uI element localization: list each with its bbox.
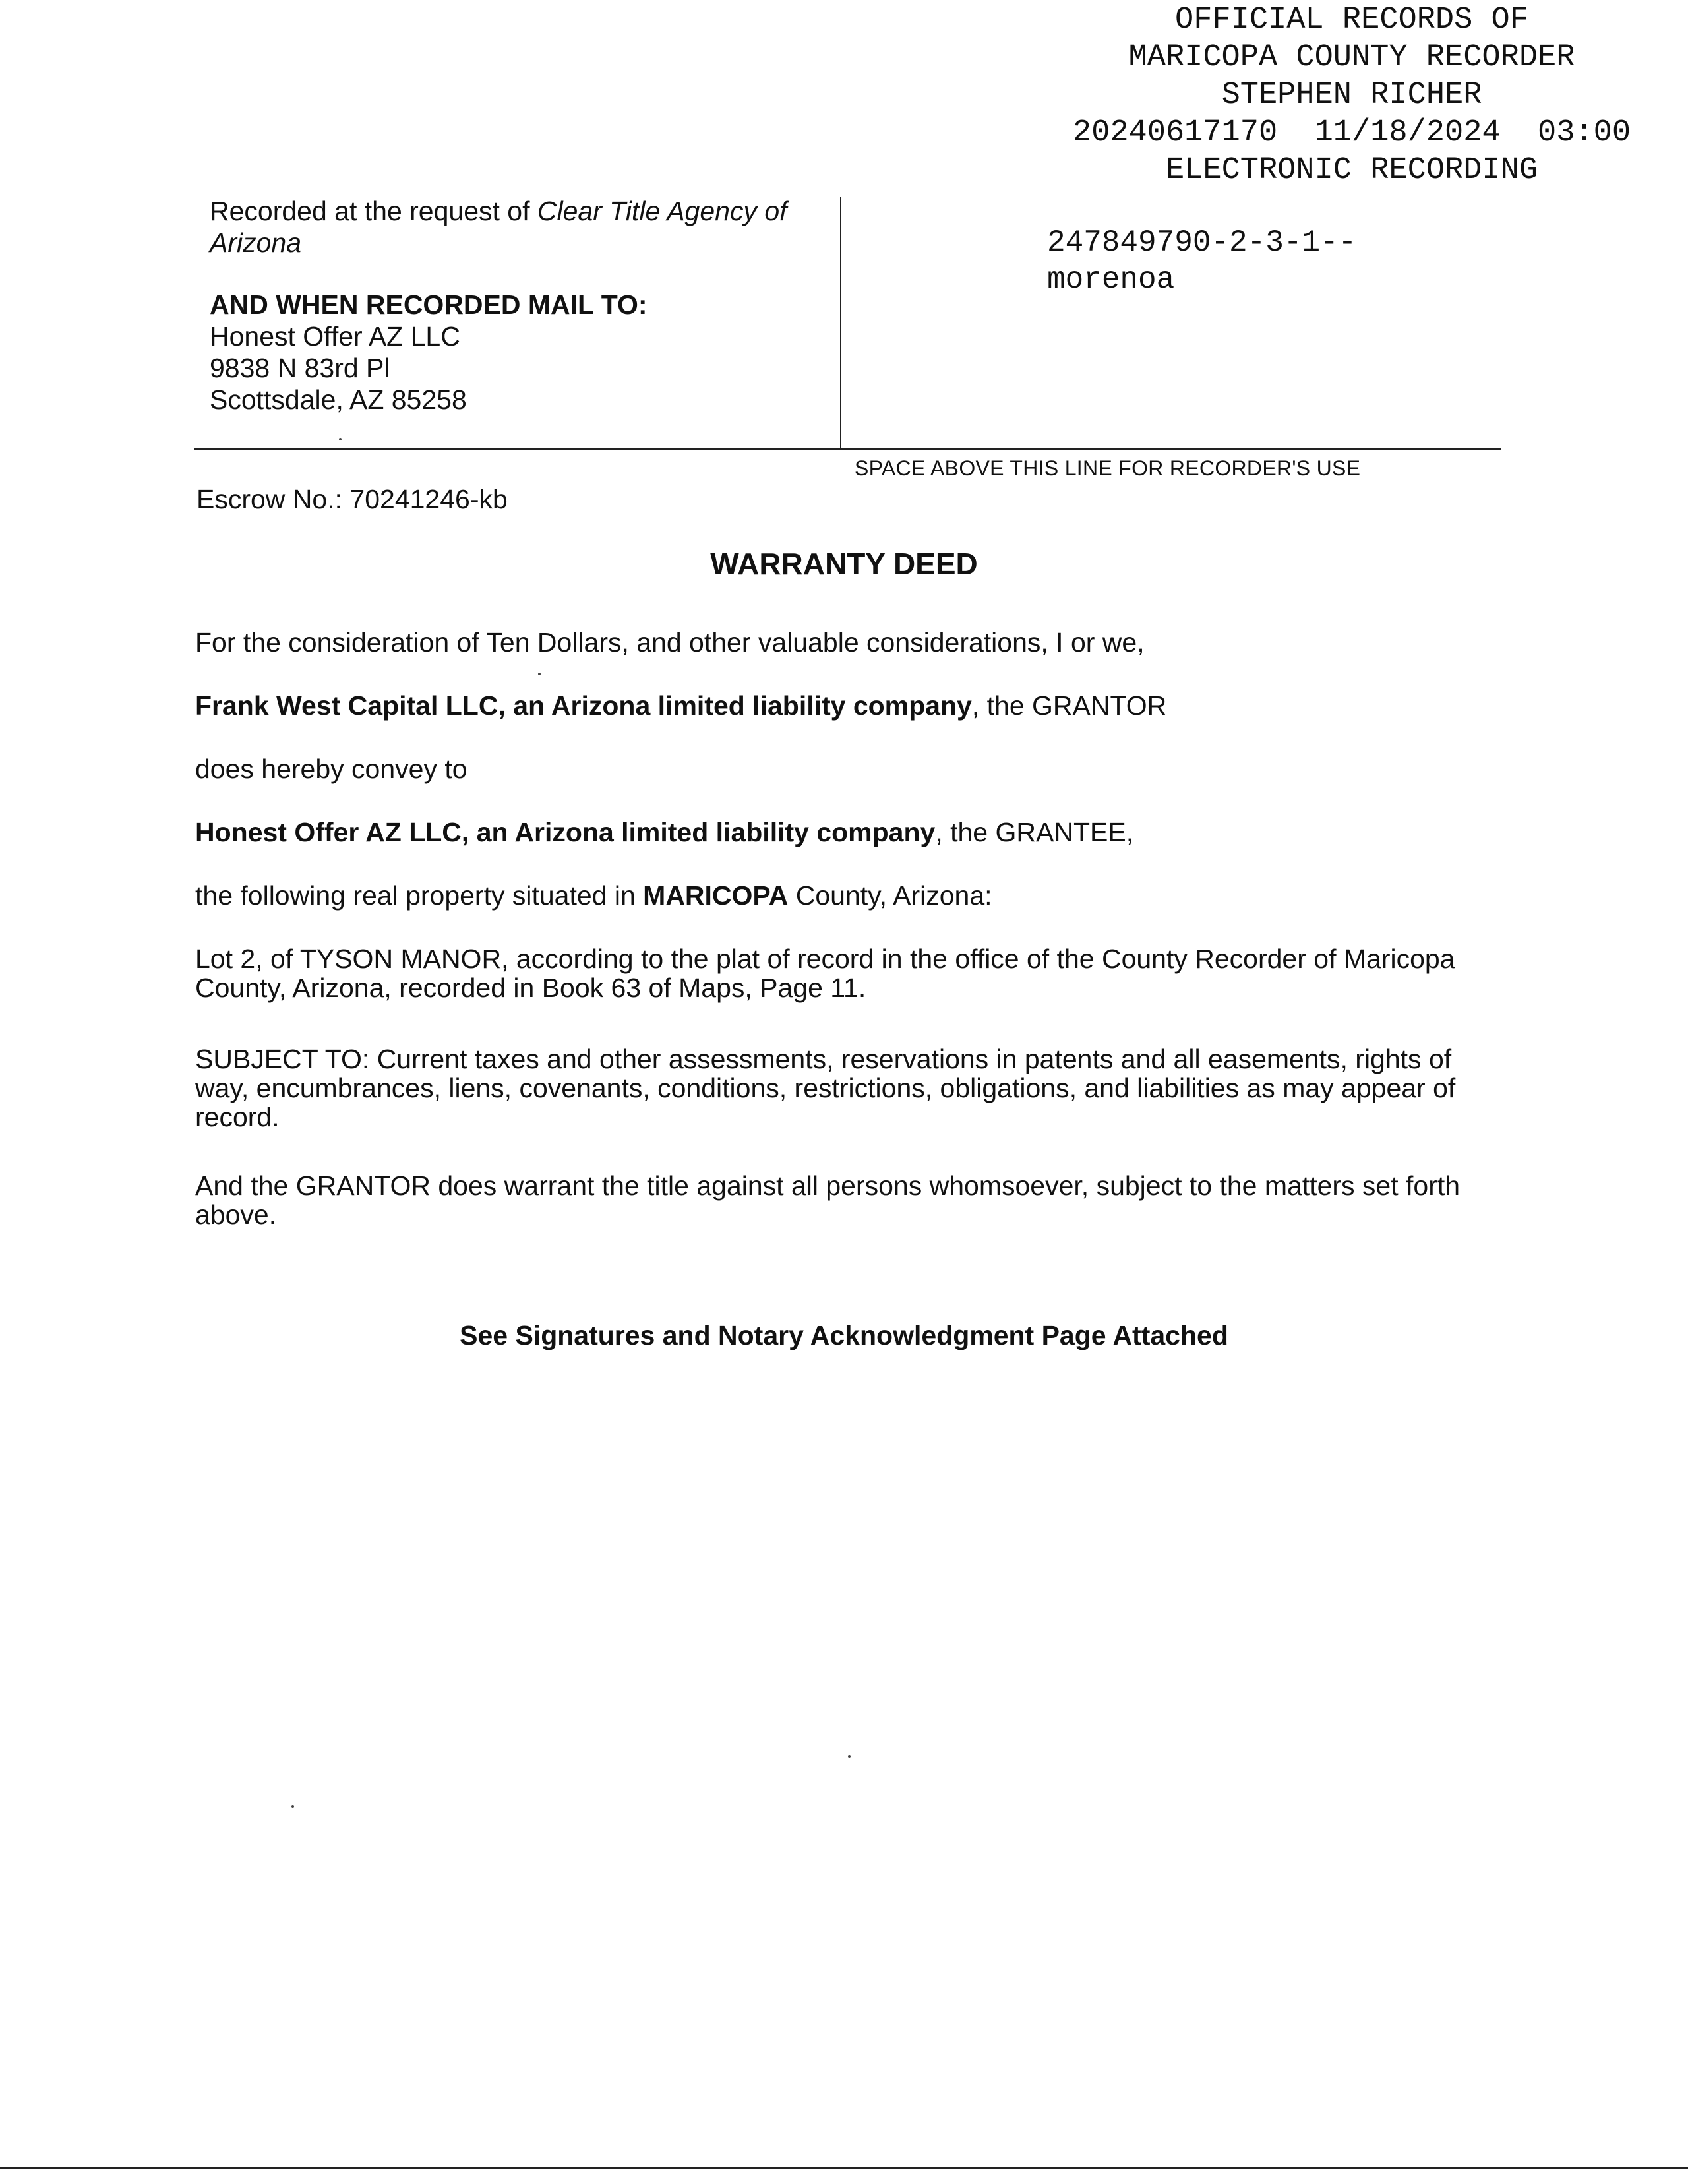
document-title: WARRANTY DEED (710, 547, 978, 581)
stamp-doc-number: 247849790-2-3-1-- (1047, 226, 1357, 260)
grantee-name: Honest Offer AZ LLC, an Arizona limited liability company (195, 817, 936, 847)
convey-paragraph: does hereby convey to (195, 754, 467, 784)
property-county: MARICOPA (643, 880, 789, 911)
stamp-line-official-records: OFFICIAL RECORDS OF (1175, 3, 1528, 38)
mail-to-city: Scottsdale, AZ 85258 (210, 384, 467, 415)
recorder-space-line (194, 448, 1501, 450)
scan-speck (339, 438, 342, 440)
recorder-doc-info (1047, 224, 1356, 298)
stamp-clerk-id: morenoa (1047, 262, 1175, 297)
subject-to-paragraph: SUBJECT TO: Current taxes and other assessments, reservations in patents and all easements, rights of way, encumbrances, liens, covenants, conditions, restrictions, obligations, and liabilities as may appear of record. (195, 1044, 1456, 1132)
property-prefix: the following real property situated in (195, 880, 644, 911)
grantor-suffix: , the GRANTOR (971, 690, 1167, 721)
header-divider-vertical (840, 197, 841, 448)
scan-speck (848, 1755, 851, 1758)
recorded-request-block (210, 195, 803, 258)
legal-description: Lot 2, of TYSON MANOR, according to the plat of record in the office of the County Recorder of Maricopa County, Arizona, recorded in Book 63 of Maps, Page 11. (195, 944, 1455, 1003)
grantee-suffix: , the GRANTEE, (935, 817, 1134, 847)
stamp-line-county-recorder: MARICOPA COUNTY RECORDER (1128, 40, 1575, 75)
grantee-paragraph (195, 818, 1492, 847)
recorded-request-agency: Clear Title Agency of Arizona (210, 196, 787, 258)
warranty-paragraph: And the GRANTOR does warrant the title against all persons whomsoever, subject to the matters set forth above. (195, 1170, 1461, 1230)
escrow-number (196, 484, 508, 515)
mail-to-heading: AND WHEN RECORDED MAIL TO: (210, 289, 648, 320)
scan-speck (291, 1805, 294, 1808)
scan-speck (538, 673, 541, 675)
stamp-line-recorder-name: STEPHEN RICHER (1221, 78, 1482, 113)
page-bottom-rule (0, 2167, 1688, 2169)
recorder-space-note: SPACE ABOVE THIS LINE FOR RECORDER'S USE (855, 456, 1361, 480)
mail-to-name: Honest Offer AZ LLC (210, 321, 460, 351)
mail-to-block (210, 289, 648, 415)
property-suffix: County, Arizona: (788, 880, 992, 911)
recorded-request-prefix: Recorded at the request of (210, 196, 537, 226)
grantor-name: Frank West Capital LLC, an Arizona limited liability company (195, 690, 972, 721)
property-paragraph (195, 881, 1492, 910)
recorder-stamp (1042, 1, 1662, 189)
stamp-line-electronic-recording: ELECTRONIC RECORDING (1165, 153, 1538, 188)
escrow-value: 70241246-kb (349, 484, 508, 514)
consideration-paragraph: For the consideration of Ten Dollars, and other valuable considerations, I or we, (195, 627, 1145, 657)
grantor-paragraph (195, 691, 1492, 720)
mail-to-street: 9838 N 83rd Pl (210, 353, 390, 383)
stamp-line-recording-number-date: 20240617170 11/18/2024 03:00 (1072, 115, 1631, 150)
escrow-label: Escrow No.: (196, 484, 342, 514)
signature-page-note: See Signatures and Notary Acknowledgment Page Attached (460, 1320, 1228, 1350)
